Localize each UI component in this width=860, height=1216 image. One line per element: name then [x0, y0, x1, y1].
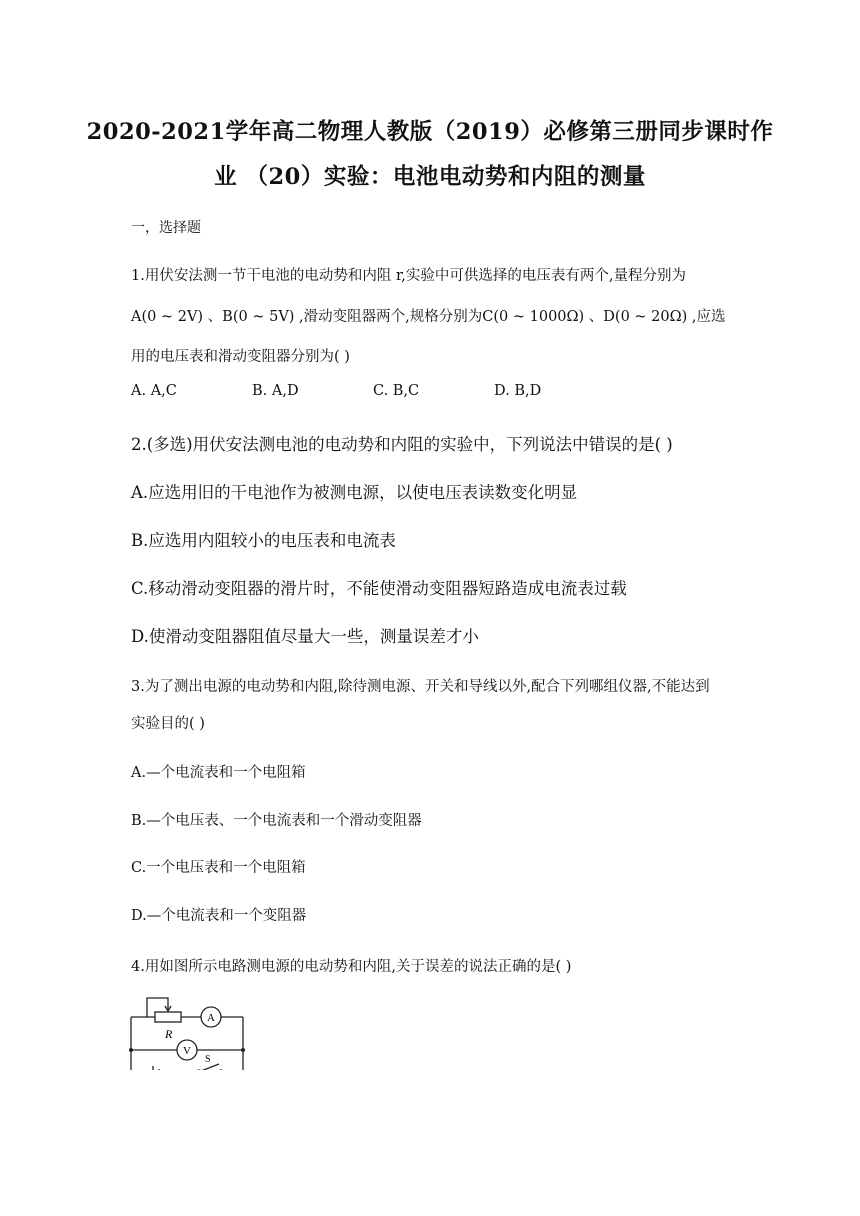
title-line-1: 2020-2021学年高二物理人教版（2019）必修第三册同步课时作: [86, 119, 774, 145]
q4-stem: 4.用如图所示电路测电源的电动势和内阻,关于误差的说法正确的是( ): [131, 959, 572, 975]
q1-option-d: D. B,D: [494, 383, 542, 399]
circuit-diagram: [125, 990, 265, 1070]
q3-option-c: C.一个电压表和一个电阻箱: [131, 860, 306, 876]
title-line-2: 业 （20）实验：电池电动势和内阻的测量: [214, 164, 646, 190]
rheostat-label: R: [165, 1027, 173, 1041]
q1-option-b: B. A,D: [252, 383, 299, 399]
q1-line-1: 1.用伏安法测一节干电池的电动势和内阻 r,实验中可供选择的电压表有两个,量程分别为: [131, 268, 686, 284]
q2-option-c: C.移动滑动变阻器的滑片时，不能使滑动变阻器短路造成电流表过载: [131, 579, 627, 598]
q1-option-a: A. A,C: [131, 383, 177, 399]
q2-option-b: B.应选用内阻较小的电压表和电流表: [131, 531, 396, 550]
q3-option-a: A.—个电流表和一个电阻箱: [131, 765, 306, 781]
switch-label: S: [205, 1054, 211, 1065]
q1-option-c: C. B,C: [373, 383, 420, 399]
rheostat: [155, 1012, 181, 1022]
q3-option-b: B.—个电压表、一个电流表和一个滑动变阻器: [131, 813, 422, 829]
q3-option-d: D.—个电流表和一个变阻器: [131, 908, 307, 924]
rheostat-slider: [147, 998, 168, 1017]
junction-left: [129, 1048, 133, 1052]
q1-line-3: 用的电压表和滑动变阻器分别为( ): [131, 349, 350, 365]
q2-stem: 2.(多选)用伏安法测电池的电动势和内阻的实验中，下列说法中错误的是( ): [131, 435, 673, 454]
junction-right: [241, 1048, 245, 1052]
voltmeter-label: V: [183, 1045, 191, 1057]
ammeter-label: A: [207, 1012, 215, 1024]
section-label: 一，选择题: [131, 220, 201, 236]
q2-option-d: D.使滑动变阻器阻值尽量大一些，测量误差才小: [131, 627, 479, 646]
q2-option-a: A.应选用旧的干电池作为被测电源，以使电压表读数变化明显: [131, 483, 578, 502]
q3-line-1: 3.为了测出电源的电动势和内阻,除待测电源、开关和导线以外,配合下列哪组仪器,不能达到: [131, 679, 710, 695]
q1-line-2: A(0 ~ 2V) 、B(0 ~ 5V) ,滑动变阻器两个,规格分别为C(0 ~ 1000Ω) 、D(0 ~ 20Ω) ,应选: [131, 309, 726, 325]
q3-line-2: 实验目的( ): [131, 716, 205, 732]
